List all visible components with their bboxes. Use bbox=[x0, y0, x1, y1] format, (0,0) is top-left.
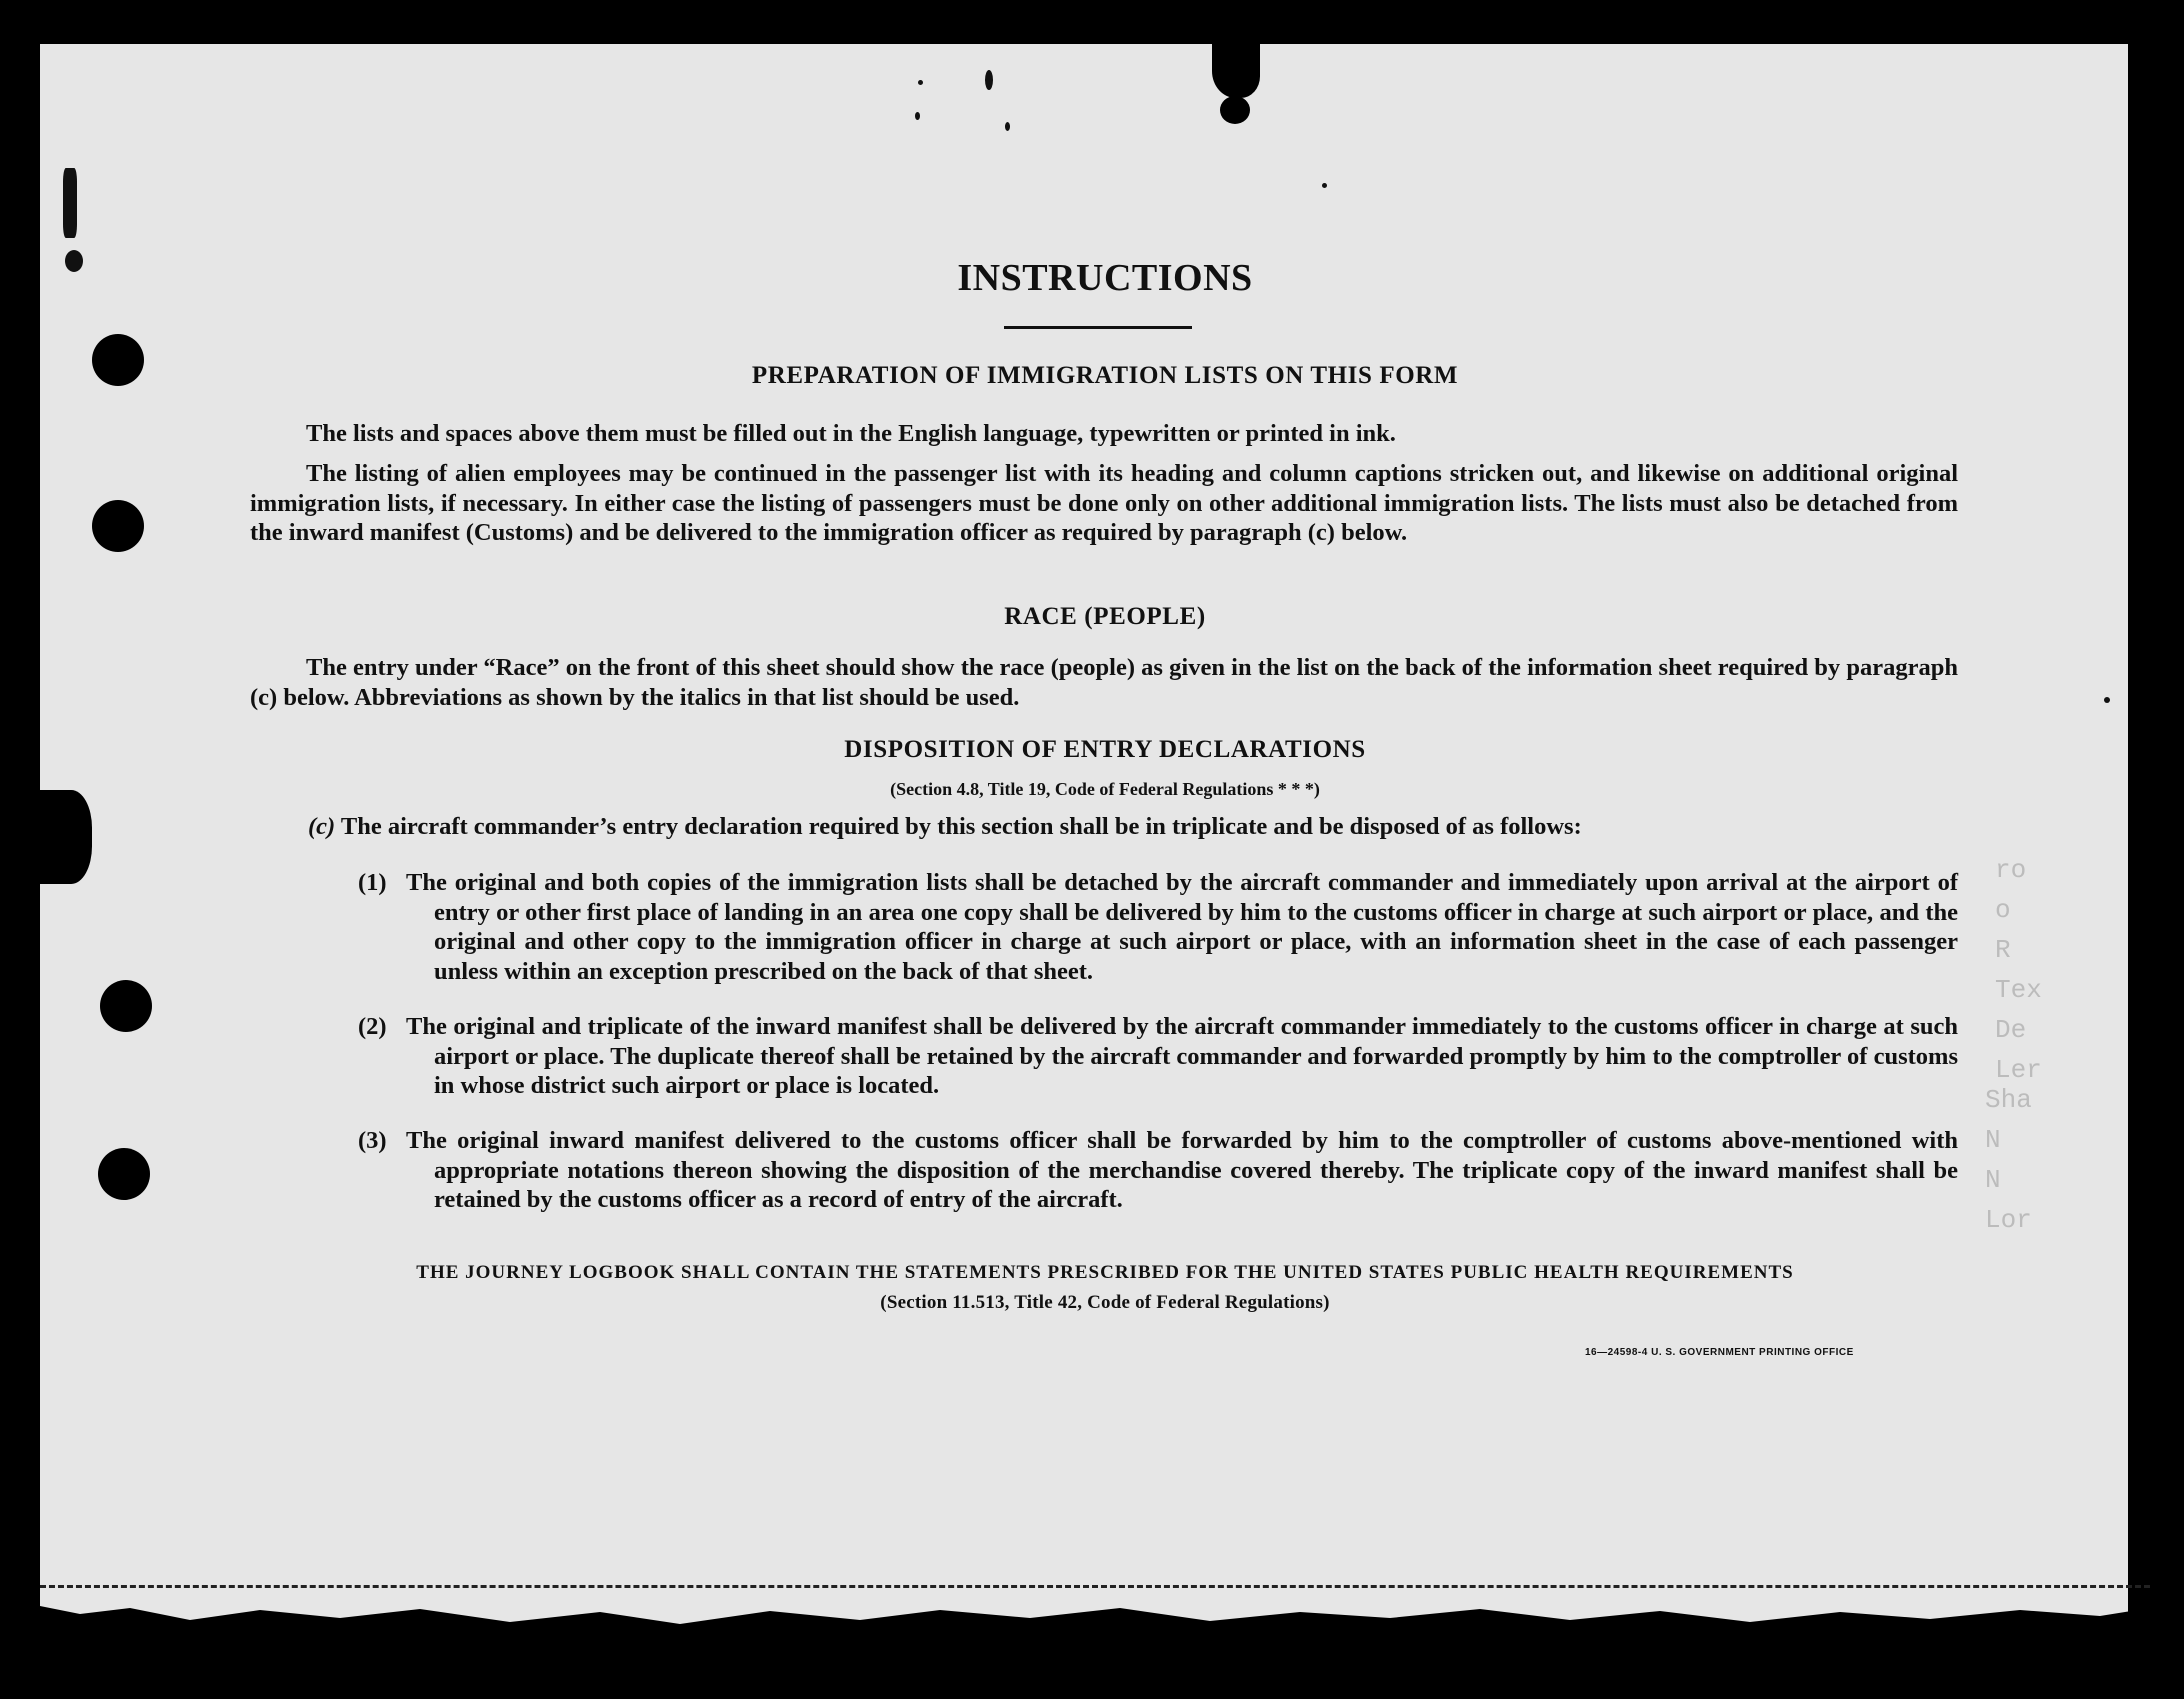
list-item bbox=[358, 1126, 1958, 1215]
paragraph-c-intro bbox=[308, 812, 1958, 842]
speck bbox=[1322, 183, 1327, 188]
torn-notch bbox=[1212, 44, 1260, 98]
bleed-through-text: Sha N N Lor bbox=[1985, 1085, 2032, 1235]
citation-section-4-8: (Section 4.8, Title 19, Code of Federal Regulations * * *) bbox=[890, 779, 1320, 799]
speck bbox=[985, 70, 993, 90]
printing-office-imprint: 16—24598-4 U. S. GOVERNMENT PRINTING OFFICE bbox=[1585, 1347, 1854, 1358]
punch-hole bbox=[98, 1148, 150, 1200]
speck bbox=[918, 80, 923, 85]
list-item bbox=[358, 1012, 1958, 1101]
speck bbox=[65, 250, 83, 272]
page-title: INSTRUCTIONS bbox=[957, 257, 1253, 299]
paragraph-c-text: The aircraft commander’s entry declaration required by this section shall be in triplicate and be disposed of as follows: bbox=[340, 813, 1582, 840]
citation-section-11-513: (Section 11.513, Title 42, Code of Federal Regulations) bbox=[880, 1292, 1330, 1313]
speck bbox=[1005, 122, 1010, 131]
punch-hole bbox=[100, 980, 152, 1032]
paragraph-race: The entry under “Race” on the front of this sheet should show the race (people) as given in the list on the back of the information sheet required by paragraph (c) below. Abbreviations as shown by the italics in that list should be used. bbox=[250, 654, 1958, 711]
speck bbox=[915, 112, 920, 120]
list-item-number: (1) bbox=[358, 869, 387, 896]
list-item-text: The original and both copies of the immigration lists shall be detached by the aircraft commander and immediately upon arrival at the airport of entry or other first place of landing in an area one copy shall be delivered by him to the customs officer in charge at such airport or place, and the original and other copy to the immigration officer in charge at such airport or place, with an information sheet in the case of each passenger unless within an exception prescribed on the back of that sheet. bbox=[406, 869, 1958, 985]
torn-bottom-edge bbox=[40, 1606, 2150, 1646]
speck bbox=[2104, 697, 2110, 703]
section-heading-preparation: PREPARATION OF IMMIGRATION LISTS ON THIS FORM bbox=[751, 362, 1459, 389]
torn-notch bbox=[1220, 96, 1250, 124]
paragraph-alien-employees: The listing of alien employees may be continued in the passenger list with its heading and column captions stricken out, and likewise on additional original immigration lists, if necessary. In either case the listing of passengers must be done only on other additional immigration lists. The lists must also be detached from the inward manifest (Customs) and be delivered to the immigration officer as required by paragraph (c) below. bbox=[250, 460, 1958, 546]
perforation-line bbox=[40, 1585, 2150, 1588]
health-requirements-statement: THE JOURNEY LOGBOOK SHALL CONTAIN THE STATEMENTS PRESCRIBED FOR THE UNITED STATES PUBLIC HEALTH REQUIREMENTS bbox=[416, 1262, 1794, 1283]
list-item bbox=[358, 868, 1958, 986]
title-underline bbox=[1004, 326, 1192, 329]
section-heading-disposition: DISPOSITION OF ENTRY DECLARATIONS bbox=[844, 736, 1366, 763]
section-heading-race: RACE (PEOPLE) bbox=[1004, 603, 1206, 630]
list-item-number: (2) bbox=[358, 1013, 387, 1040]
speck bbox=[63, 168, 77, 238]
paragraph-c-label: (c) bbox=[308, 813, 336, 840]
list-item-text: The original inward manifest delivered to the customs officer shall be forwarded by him to the comptroller of customs above-mentioned with appropriate notations thereon showing the disposition of the merchandise covered thereby. The triplicate copy of the inward manifest shall be retained by the customs officer as a record of entry of the aircraft. bbox=[406, 1127, 1958, 1213]
paragraph-language: The lists and spaces above them must be filled out in the English language, typewritten or printed in ink. bbox=[306, 420, 1396, 447]
list-item-text: The original and triplicate of the inward manifest shall be delivered by the aircraft commander immediately to the customs officer in charge at such airport or place. The duplicate thereof shall be retained by the aircraft commander and forwarded promptly by him to the comptroller of customs in whose district such airport or place is located. bbox=[406, 1013, 1958, 1099]
torn-notch bbox=[40, 790, 92, 884]
bleed-through-text: ro o R Tex De Ler bbox=[1995, 855, 2042, 1085]
punch-hole bbox=[92, 334, 144, 386]
list-item-number: (3) bbox=[358, 1127, 387, 1154]
punch-hole bbox=[92, 500, 144, 552]
